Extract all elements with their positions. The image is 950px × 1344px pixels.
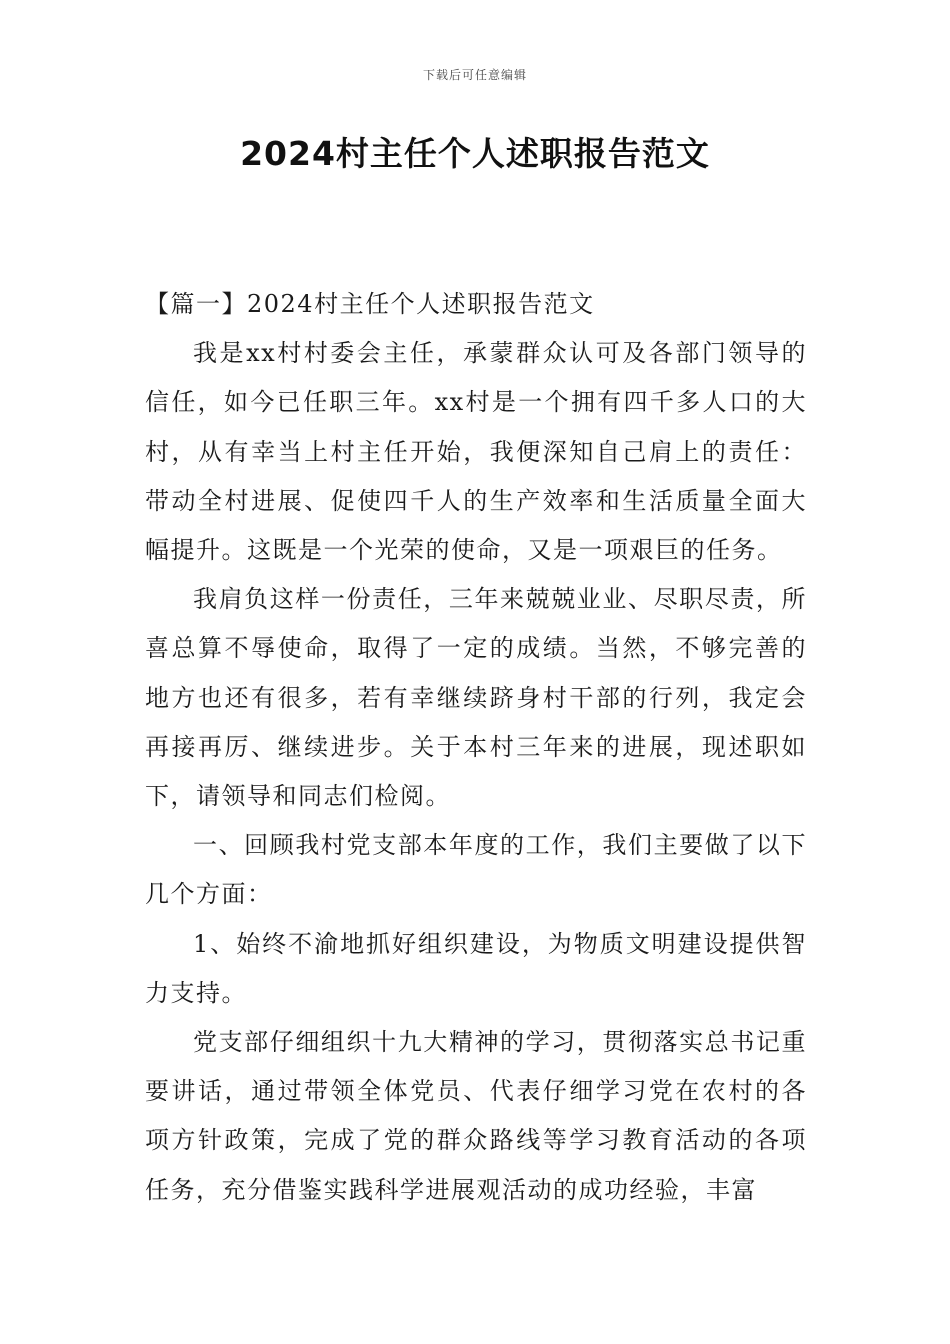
page-header-note: 下载后可任意编辑 (422, 68, 527, 82)
body-paragraph: 1、始终不渝地抓好组织建设，为物质文明建设提供智力支持。 (145, 929, 807, 1007)
document-body (145, 280, 807, 1215)
body-paragraph: 我是xx村村委会主任，承蒙群众认可及各部门领导的信任，如今已任职三年。xx村是一个拥有四千多人口的大村，从有幸当上村主任开始，我便深知自己肩上的责任：带动全村进展、促使四千人的生产效率和生活质量全面大幅提升。这既是一个光荣的使命，又是一项艰巨的任务。 (145, 339, 807, 565)
document-title: 2024村主任个人述职报告范文 (240, 134, 710, 173)
body-paragraph: 我肩负这样一份责任，三年来兢兢业业、尽职尽责，所喜总算不辱使命，取得了一定的成绩。当然，不够完善的地方也还有很多，若有幸继续跻身村干部的行列，我定会再接再厉、继续进步。关于本村三年来的进展，现述职如下，请领导和同志们检阅。 (145, 585, 807, 811)
body-paragraph: 党支部仔细组织十九大精神的学习，贯彻落实总书记重要讲话，通过带领全体党员、代表仔细学习党在农村的各项方针政策，完成了党的群众路线等学习教育活动的各项任务，充分借鉴实践科学进展观活动的成功经验，丰富 (145, 1028, 807, 1204)
section-heading: 【篇一】2024村主任个人述职报告范文 (145, 290, 595, 318)
body-paragraph: 一、回顾我村党支部本年度的工作，我们主要做了以下几个方面： (145, 831, 807, 909)
